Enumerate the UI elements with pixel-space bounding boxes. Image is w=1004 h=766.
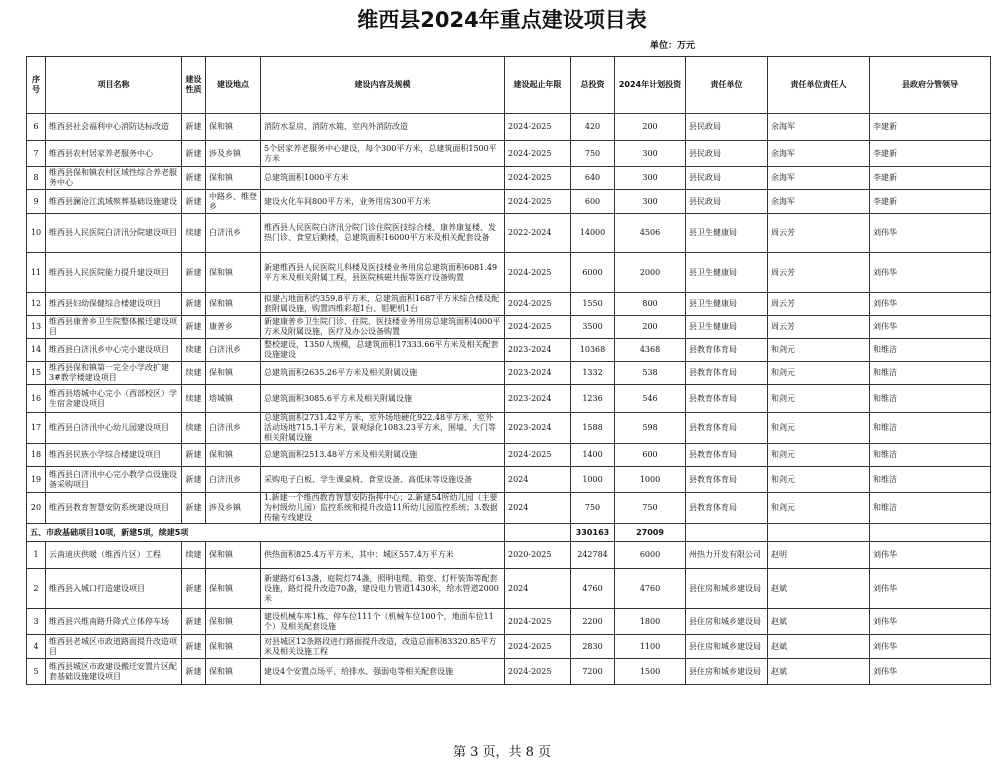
county-leader: 刘伟华	[870, 214, 991, 253]
project-name: 维西县保和镇农村区域性综合养老服务中心	[46, 167, 182, 190]
build-nature: 新建	[182, 167, 206, 190]
table-row	[27, 190, 991, 214]
table-row	[27, 167, 991, 190]
table-row	[27, 467, 991, 493]
responsible-unit: 县教育体育局	[686, 385, 768, 413]
build-years: 2023-2024	[505, 339, 571, 362]
planned-investment-2024: 6000	[615, 542, 686, 569]
table-row	[27, 253, 991, 293]
build-location: 保和镇	[206, 167, 261, 190]
document-title: 维西县2024年重点建设项目表	[357, 8, 647, 32]
row-number: 3	[27, 609, 46, 635]
responsible-person: 周云芳	[768, 316, 870, 339]
responsible-unit: 县住房和城乡建设局	[686, 609, 768, 635]
total-investment: 600	[571, 190, 615, 214]
row-number: 8	[27, 167, 46, 190]
build-location: 涉及乡镇	[206, 493, 261, 524]
table-row	[27, 542, 991, 569]
build-content: 总建筑面积2731.42平方米，室外场地硬化922.48平方米，室外活动场地715.1平方米，景观绿化1083.23平方米，围墙、大门等相关附属设施	[261, 413, 505, 444]
project-name: 维西县人民医院白济汛分院建设项目	[46, 214, 182, 253]
build-nature: 续建	[182, 385, 206, 413]
county-leader: 李建新	[870, 190, 991, 214]
build-years: 2024-2025	[505, 114, 571, 141]
project-name: 维西县兴维南路升降式立体停车场	[46, 609, 182, 635]
planned-investment-2024: 4760	[615, 569, 686, 609]
build-years: 2023-2024	[505, 362, 571, 385]
planned-investment-2024: 300	[615, 190, 686, 214]
build-content: 5个居家养老服务中心建设，每个300平方米，总建筑面积1500平方米	[261, 141, 505, 167]
total-investment: 1588	[571, 413, 615, 444]
build-nature: 续建	[182, 214, 206, 253]
county-leader: 和维洁	[870, 493, 991, 524]
build-location: 保和镇	[206, 635, 261, 659]
total-investment: 6000	[571, 253, 615, 293]
county-leader: 刘伟华	[870, 253, 991, 293]
table-row	[27, 413, 991, 444]
unit-label: 单位：万元	[650, 41, 696, 51]
build-location: 涉及乡镇	[206, 141, 261, 167]
section-plan: 27009	[615, 524, 686, 542]
planned-investment-2024: 546	[615, 385, 686, 413]
build-years: 2022-2024	[505, 214, 571, 253]
responsible-unit: 县住房和城乡建设局	[686, 635, 768, 659]
build-location: 保和镇	[206, 444, 261, 467]
build-content: 整校建设，1350人规模，总建筑面积17333.66平方米及相关配套设施建设	[261, 339, 505, 362]
project-name: 维西县康普乡卫生院整体搬迁建设项目	[46, 316, 182, 339]
county-leader: 刘伟华	[870, 635, 991, 659]
row-number: 20	[27, 493, 46, 524]
total-investment: 242784	[571, 542, 615, 569]
project-name: 维西县农村居家养老服务中心	[46, 141, 182, 167]
row-number: 17	[27, 413, 46, 444]
row-number: 2	[27, 569, 46, 609]
header-cell: 建设内容及规模	[261, 57, 505, 114]
build-years: 2024-2025	[505, 190, 571, 214]
county-leader: 和维洁	[870, 444, 991, 467]
header-cell: 责任单位责任人	[768, 57, 870, 114]
row-number: 16	[27, 385, 46, 413]
total-investment: 2830	[571, 635, 615, 659]
build-content: 对县城区12条路段进行路面提升改造，改造总面积83320.85平方米及相关设施工程	[261, 635, 505, 659]
project-name: 维西县老城区市政道路面提升改造项目	[46, 635, 182, 659]
responsible-unit: 县住房和城乡建设局	[686, 659, 768, 685]
table-row	[27, 609, 991, 635]
build-content: 供热面积825.4万平方米，其中：城区557.4万平方米	[261, 542, 505, 569]
row-number: 6	[27, 114, 46, 141]
total-investment: 3500	[571, 316, 615, 339]
build-nature: 新建	[182, 659, 206, 685]
header-cell: 2024年计划投资	[615, 57, 686, 114]
responsible-person: 赵斌	[768, 569, 870, 609]
row-number: 7	[27, 141, 46, 167]
responsible-unit: 县教育体育局	[686, 413, 768, 444]
total-investment: 14000	[571, 214, 615, 253]
row-number: 13	[27, 316, 46, 339]
county-leader: 刘伟华	[870, 293, 991, 316]
planned-investment-2024: 1800	[615, 609, 686, 635]
table-row	[27, 293, 991, 316]
table-row	[27, 214, 991, 253]
responsible-person: 周云芳	[768, 214, 870, 253]
planned-investment-2024: 4368	[615, 339, 686, 362]
county-leader: 刘伟华	[870, 609, 991, 635]
responsible-unit: 县卫生健康局	[686, 293, 768, 316]
row-number: 1	[27, 542, 46, 569]
project-name: 维西县白济汛中心完小教学点设施设备采购项目	[46, 467, 182, 493]
county-leader: 刘伟华	[870, 569, 991, 609]
responsible-person: 周云芳	[768, 253, 870, 293]
row-number: 19	[27, 467, 46, 493]
row-number: 18	[27, 444, 46, 467]
build-content: 总建筑面积2635.26平方米及相关附属设施	[261, 362, 505, 385]
total-investment: 1332	[571, 362, 615, 385]
planned-investment-2024: 538	[615, 362, 686, 385]
responsible-person: 和剑元	[768, 467, 870, 493]
build-content: 消防水泵房、消防水箱、室内外消防改造	[261, 114, 505, 141]
header-cell: 责任单位	[686, 57, 768, 114]
county-leader: 刘伟华	[870, 542, 991, 569]
table-row	[27, 659, 991, 685]
build-nature: 新建	[182, 444, 206, 467]
row-number: 9	[27, 190, 46, 214]
build-location: 白济汛乡	[206, 339, 261, 362]
page-footer: 第 3 页，共 8 页	[452, 745, 552, 760]
row-number: 15	[27, 362, 46, 385]
project-name: 维西县白济汛中心幼儿园建设项目	[46, 413, 182, 444]
project-name: 维西县白济汛乡中心完小建设项目	[46, 339, 182, 362]
responsible-unit: 县教育体育局	[686, 493, 768, 524]
build-years: 2024-2025	[505, 444, 571, 467]
planned-investment-2024: 300	[615, 167, 686, 190]
county-leader: 和维洁	[870, 413, 991, 444]
build-nature: 续建	[182, 413, 206, 444]
row-number: 5	[27, 659, 46, 685]
planned-investment-2024: 2000	[615, 253, 686, 293]
responsible-unit: 县教育体育局	[686, 362, 768, 385]
project-name: 维西县教育智慧安防系统建设项目	[46, 493, 182, 524]
build-nature: 新建	[182, 253, 206, 293]
row-number: 11	[27, 253, 46, 293]
build-location: 塔城镇	[206, 385, 261, 413]
build-years: 2024-2025	[505, 293, 571, 316]
total-investment: 750	[571, 141, 615, 167]
responsible-person: 余海军	[768, 167, 870, 190]
build-content: 建设火化车间800平方米，业务用房300平方米	[261, 190, 505, 214]
responsible-unit: 县教育体育局	[686, 339, 768, 362]
county-leader: 和维洁	[870, 385, 991, 413]
table-row	[27, 362, 991, 385]
build-content: 总建筑面积1000平方米	[261, 167, 505, 190]
build-years: 2024-2025	[505, 635, 571, 659]
build-years: 2024-2025	[505, 316, 571, 339]
responsible-unit: 县民政局	[686, 141, 768, 167]
county-leader: 刘伟华	[870, 316, 991, 339]
build-years: 2024-2025	[505, 141, 571, 167]
planned-investment-2024: 1000	[615, 467, 686, 493]
responsible-person: 赵斌	[768, 609, 870, 635]
build-location: 保和镇	[206, 659, 261, 685]
table-row	[27, 569, 991, 609]
build-content: 新建康普乡卫生院门诊、住院、医技楼业务用房总建筑面积4000平方米及附属设施，医疗及办公设备购置	[261, 316, 505, 339]
build-content: 建设4个安置点场平、给排水、强弱电等相关配套设施	[261, 659, 505, 685]
total-investment: 1000	[571, 467, 615, 493]
build-nature: 新建	[182, 569, 206, 609]
build-location: 保和镇	[206, 362, 261, 385]
section-total: 330163	[571, 524, 615, 542]
row-number: 10	[27, 214, 46, 253]
planned-investment-2024: 200	[615, 316, 686, 339]
build-years: 2024	[505, 569, 571, 609]
build-nature: 新建	[182, 635, 206, 659]
responsible-person: 余海军	[768, 141, 870, 167]
build-years: 2023-2024	[505, 413, 571, 444]
county-leader: 和维洁	[870, 467, 991, 493]
build-years: 2020-2025	[505, 542, 571, 569]
build-nature: 新建	[182, 609, 206, 635]
header-cell: 建设性质	[182, 57, 206, 114]
responsible-person: 和剑元	[768, 339, 870, 362]
build-years: 2023-2024	[505, 385, 571, 413]
project-name: 维西县民族小学综合楼建设项目	[46, 444, 182, 467]
build-nature: 新建	[182, 190, 206, 214]
responsible-person: 赵斌	[768, 635, 870, 659]
responsible-unit: 县卫生健康局	[686, 253, 768, 293]
project-name: 维西县妇幼保健综合楼建设项目	[46, 293, 182, 316]
build-nature: 新建	[182, 316, 206, 339]
responsible-unit: 县卫生健康局	[686, 214, 768, 253]
build-location: 保和镇	[206, 293, 261, 316]
table-row	[27, 385, 991, 413]
responsible-unit: 县住房和城乡建设局	[686, 569, 768, 609]
row-number: 14	[27, 339, 46, 362]
responsible-person: 和剑元	[768, 493, 870, 524]
responsible-unit: 县民政局	[686, 114, 768, 141]
build-years: 2024-2025	[505, 167, 571, 190]
responsible-unit: 县教育体育局	[686, 444, 768, 467]
project-name: 维西县城区市政建设搬迁安置片区配套基础设施建设项目	[46, 659, 182, 685]
build-location: 中路乡、维登乡	[206, 190, 261, 214]
project-name: 维西县澜沧江流域殡葬基础设施建设	[46, 190, 182, 214]
county-leader: 和维洁	[870, 339, 991, 362]
planned-investment-2024: 300	[615, 141, 686, 167]
project-table	[26, 56, 991, 685]
responsible-person: 余海军	[768, 190, 870, 214]
build-location: 保和镇	[206, 542, 261, 569]
project-name: 维西县人民医院能力提升建设项目	[46, 253, 182, 293]
total-investment: 2200	[571, 609, 615, 635]
county-leader: 李建新	[870, 141, 991, 167]
total-investment: 420	[571, 114, 615, 141]
table-row	[27, 339, 991, 362]
total-investment: 1400	[571, 444, 615, 467]
total-investment: 10368	[571, 339, 615, 362]
section-label: 五、市政基础项目10项，新建5项，续建5项	[27, 524, 505, 542]
county-leader: 李建新	[870, 114, 991, 141]
project-name: 维西县保和镇第一完全小学改扩建3#教学楼建设项目	[46, 362, 182, 385]
table-row	[27, 114, 991, 141]
responsible-unit: 州热力开发有限公司	[686, 542, 768, 569]
responsible-person: 和剑元	[768, 362, 870, 385]
responsible-person: 赵斌	[768, 659, 870, 685]
planned-investment-2024: 1500	[615, 659, 686, 685]
build-years: 2024	[505, 467, 571, 493]
county-leader: 李建新	[870, 167, 991, 190]
header-cell: 项目名称	[46, 57, 182, 114]
table-row	[27, 141, 991, 167]
planned-investment-2024: 200	[615, 114, 686, 141]
planned-investment-2024: 600	[615, 444, 686, 467]
build-content: 总建筑面积2513.48平方米及相关附属设施	[261, 444, 505, 467]
responsible-unit: 县民政局	[686, 190, 768, 214]
project-name: 维西县入城口打造建设项目	[46, 569, 182, 609]
build-nature: 新建	[182, 467, 206, 493]
build-location: 保和镇	[206, 569, 261, 609]
header-cell: 总投资	[571, 57, 615, 114]
responsible-person: 赵明	[768, 542, 870, 569]
planned-investment-2024: 800	[615, 293, 686, 316]
total-investment: 1550	[571, 293, 615, 316]
total-investment: 750	[571, 493, 615, 524]
header-cell: 县政府分管领导	[870, 57, 991, 114]
build-location: 白济汛乡	[206, 413, 261, 444]
planned-investment-2024: 1100	[615, 635, 686, 659]
build-content: 建设机械车库1栋、停车位111个（机械车位100个，地面车位11个）及相关配套设施	[261, 609, 505, 635]
total-investment: 7200	[571, 659, 615, 685]
project-name: 维西县社会福利中心消防达标改造	[46, 114, 182, 141]
table-row	[27, 444, 991, 467]
county-leader: 刘伟华	[870, 659, 991, 685]
section-row	[27, 524, 991, 542]
build-location: 白济汛乡	[206, 467, 261, 493]
row-number: 12	[27, 293, 46, 316]
total-investment: 640	[571, 167, 615, 190]
build-nature: 新建	[182, 114, 206, 141]
row-number: 4	[27, 635, 46, 659]
build-nature: 新建	[182, 493, 206, 524]
planned-investment-2024: 750	[615, 493, 686, 524]
build-years: 2024-2025	[505, 253, 571, 293]
build-content: 拟建占地面积约359.8平方米，总建筑面积1687平方米综合楼及配套附属设施，购置四维彩超1台、钼靶机1台	[261, 293, 505, 316]
build-content: 采购电子白板、学生课桌椅、食堂设备、高低床等设施设备	[261, 467, 505, 493]
build-nature: 新建	[182, 141, 206, 167]
responsible-unit: 县民政局	[686, 167, 768, 190]
responsible-unit: 县教育体育局	[686, 467, 768, 493]
project-name: 云南迪庆供暖（维西片区）工程	[46, 542, 182, 569]
build-nature: 新建	[182, 293, 206, 316]
build-years: 2024	[505, 493, 571, 524]
table-row	[27, 493, 991, 524]
table-header-row	[27, 57, 991, 114]
responsible-person: 周云芳	[768, 293, 870, 316]
build-content: 1.新建一个维西教育智慧安防指挥中心；2.新建54所幼儿园（主要为村级幼儿园）监控系统和提升改造11所幼儿园监控系统；3.数据传输专线建设	[261, 493, 505, 524]
responsible-person: 和剑元	[768, 413, 870, 444]
build-nature: 续建	[182, 339, 206, 362]
build-location: 康普乡	[206, 316, 261, 339]
project-name: 维西县塔城中心完小（西部校区）学生宿舍建设项目	[46, 385, 182, 413]
total-investment: 1236	[571, 385, 615, 413]
planned-investment-2024: 4506	[615, 214, 686, 253]
build-location: 白济汛乡	[206, 214, 261, 253]
table-row	[27, 635, 991, 659]
responsible-person: 余海军	[768, 114, 870, 141]
header-cell: 建设起止年限	[505, 57, 571, 114]
build-content: 新建维西县人民医院儿科楼及医技楼业务用房总建筑面积6081.49平方米及相关附属工程，县医院核磁共振等医疗设备购置	[261, 253, 505, 293]
planned-investment-2024: 598	[615, 413, 686, 444]
responsible-person: 和剑元	[768, 444, 870, 467]
header-cell: 建设地点	[206, 57, 261, 114]
header-cell: 序号	[27, 57, 46, 114]
build-location: 保和镇	[206, 114, 261, 141]
build-content: 新建路灯613盏，庭院灯74盏，照明电缆、箱变、灯杆装饰等配套设施，路灯提升改造70盏，建设电力管道1430米，给水管道2000米	[261, 569, 505, 609]
build-nature: 续建	[182, 362, 206, 385]
build-content: 总建筑面积3085.6平方米及相关附属设施	[261, 385, 505, 413]
responsible-unit: 县卫生健康局	[686, 316, 768, 339]
total-investment: 4760	[571, 569, 615, 609]
build-nature: 续建	[182, 542, 206, 569]
county-leader: 和维洁	[870, 362, 991, 385]
responsible-person: 和剑元	[768, 385, 870, 413]
build-years: 2024-2025	[505, 609, 571, 635]
build-location: 保和镇	[206, 609, 261, 635]
build-years: 2024-2025	[505, 659, 571, 685]
build-content: 维西县人民医院白济汛分院门诊住院医技综合楼、康养康复楼、发热门诊、食堂后勤楼，总建筑面积16000平方米及相关配套设备	[261, 214, 505, 253]
build-location: 保和镇	[206, 253, 261, 293]
table-row	[27, 316, 991, 339]
